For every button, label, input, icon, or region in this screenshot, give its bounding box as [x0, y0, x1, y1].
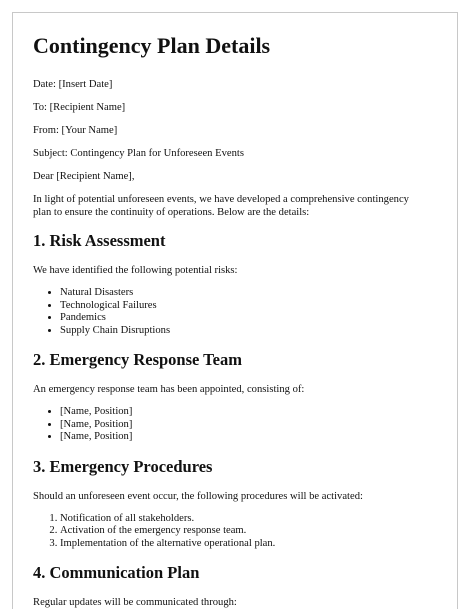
list-item: • [Name, Position]	[60, 419, 428, 432]
section-heading-risk-assessment: 1. Risk Assessment	[33, 231, 166, 250]
date-line: Date: [Insert Date]	[33, 79, 113, 90]
subject-line: Subject: Contingency Plan for Unforeseen Events	[33, 148, 244, 159]
list-item: • Supply Chain Disruptions	[60, 325, 428, 338]
list-item: • Pandemics	[60, 312, 428, 325]
list-item: • Natural Disasters	[60, 287, 428, 300]
section-heading-emergency-response-team: 2. Emergency Response Team	[33, 350, 242, 369]
list-item: 3. Implementation of the alternative operational plan.	[60, 538, 428, 551]
procedures-text: Should an unforeseen event occur, the following procedures will be activated:	[33, 490, 363, 502]
team-list	[33, 406, 428, 444]
list-item: • Technological Failures	[60, 300, 428, 313]
section-heading-communication-plan: 4. Communication Plan	[33, 563, 200, 582]
list-item: • [Name, Position]	[60, 406, 428, 419]
communication-text: Regular updates will be communicated through:	[33, 597, 237, 608]
list-item: 1. Notification of all stakeholders.	[60, 513, 428, 526]
list-item: 2. Activation of the emergency response team.	[60, 525, 428, 538]
risk-assessment-text: We have identified the following potential risks:	[33, 265, 238, 276]
document-body	[33, 31, 428, 609]
risk-list	[33, 287, 428, 337]
to-line: To: [Recipient Name]	[33, 102, 126, 113]
section-heading-emergency-procedures: 3. Emergency Procedures	[33, 456, 213, 476]
document-title: Contingency Plan Details	[33, 33, 271, 58]
response-team-text: An emergency response team has been appointed, consisting of:	[33, 384, 305, 395]
from-line: From: [Your Name]	[33, 125, 118, 136]
procedures-list	[33, 513, 428, 551]
list-item: • [Name, Position]	[60, 431, 428, 444]
greeting: Dear [Recipient Name],	[33, 171, 135, 182]
intro-paragraph: In light of potential unforeseen events, we have developed a comprehensive contingency plan to ensure the continuity of operations. Below are the details:	[33, 194, 409, 218]
